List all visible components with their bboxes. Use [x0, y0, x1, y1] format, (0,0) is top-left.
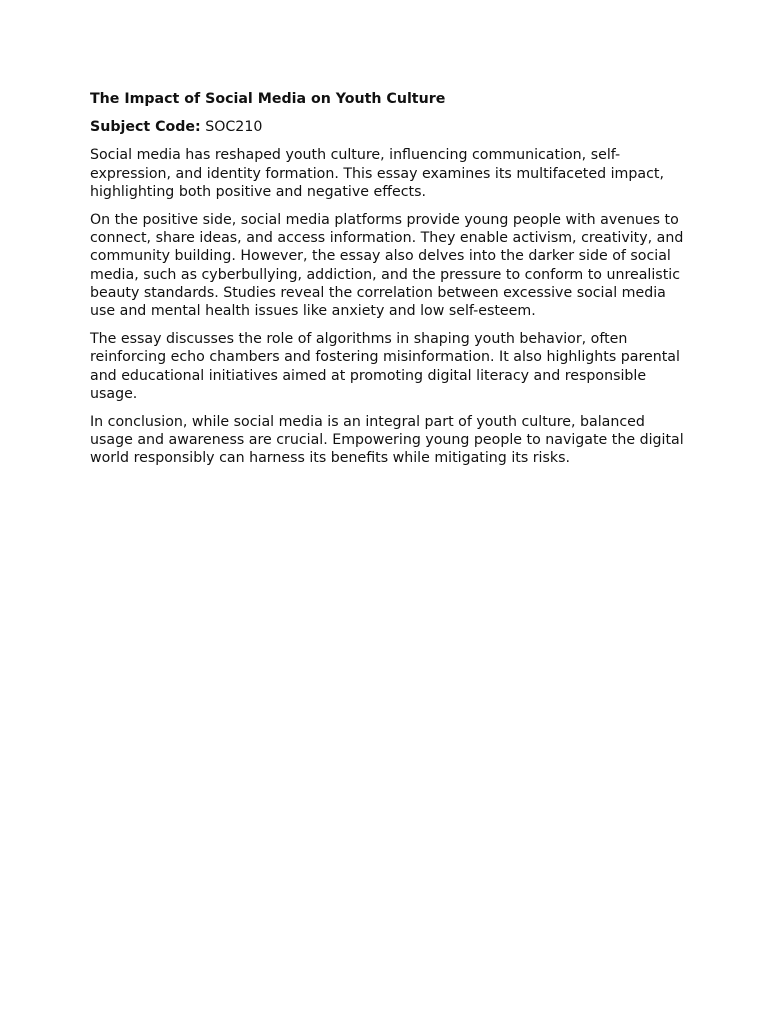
subject-code — [90, 118, 690, 136]
document-title: The Impact of Social Media on Youth Culture — [90, 91, 446, 107]
paragraph-positive-negative: On the positive side, social media platforms provide young people with avenues to connect, share ideas, and access information. They enable activism, creativity, and community building. However, the essay also delves into the darker side of social media, such as cyberbullying, addiction, and the pressure to conform to unrealistic beauty standards. Studies reveal the correlation between excessive social media use and mental health issues like anxiety and low self-esteem. — [90, 212, 684, 320]
paragraph-algorithms: The essay discusses the role of algorithms in shaping youth behavior, often reinforcing echo chambers and fostering misinformation. It also highlights parental and educational initiatives aimed at promoting digital literacy and responsible usage. — [90, 331, 680, 402]
subject-code-value: SOC210 — [205, 119, 263, 136]
paragraph-conclusion: In conclusion, while social media is an integral part of youth culture, balanced usage and awareness are crucial. Empowering young people to navigate the digital world responsibly can harness its benefits while mitigating its risks. — [90, 414, 684, 467]
subject-code-label: Subject Code: — [90, 119, 201, 136]
document-page — [90, 90, 690, 478]
paragraph-intro: Social media has reshaped youth culture, influencing communication, self-expression, and identity formation. This essay examines its multifaceted impact, highlighting both positive and negative effects. — [90, 147, 664, 200]
